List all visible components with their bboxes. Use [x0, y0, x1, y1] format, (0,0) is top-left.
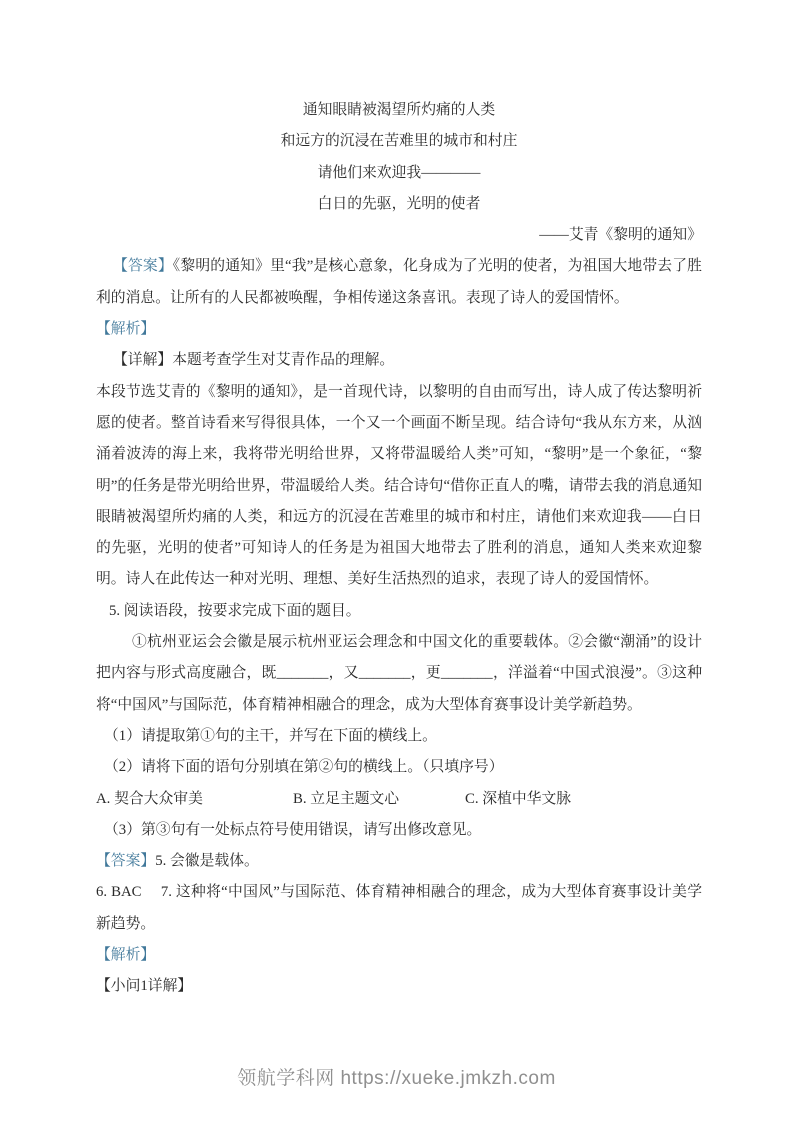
analysis-label: 【解析】	[96, 947, 156, 964]
poem-line: 请他们来欢迎我————	[317, 164, 481, 181]
poem-line: 和远方的沉浸在苦难里的城市和村庄	[280, 133, 518, 150]
document-content	[96, 95, 702, 1003]
detail-text-q4: 本题考查学生对艾青作品的理解。	[172, 352, 395, 369]
answer-label: 【答案】	[113, 258, 173, 275]
detail-paragraph-q4	[96, 345, 702, 376]
option-c: C. 深植中华文脉	[465, 790, 572, 807]
analysis-heading	[96, 314, 702, 345]
sub-question-3: （3）第③句有一处标点符号使用错误，请写出修改意见。	[104, 821, 482, 838]
subquestion-1-detail-heading: 【小问1详解】	[96, 978, 193, 995]
answer-label: 【答案】	[96, 853, 156, 870]
option-b: B. 立足主题文心	[293, 790, 400, 807]
answer-paragraph-q5	[96, 846, 702, 877]
watermark: 领航学科网 https://xueke.jmkzh.com	[237, 1068, 556, 1089]
sub-question-1: （1）请提取第①句的主干，并写在下面的横线上。	[104, 727, 437, 744]
options-row	[96, 784, 702, 815]
question-5-passage: ①杭州亚运会会徽是展示杭州亚运会理念和中国文化的重要载体。②会徽“潮涌”的设计把内容与形式高度融合，既_______，又_______，更_______，洋溢着“中国式浪漫”。③这种将“中国风”与国际范，体育精神相融合的理念，成为大型体育赛事设计美学新趋势。	[96, 634, 702, 713]
poem-attribution: ——艾青《黎明的通知》	[539, 227, 702, 244]
analysis-label: 【解析】	[96, 321, 156, 338]
sub-question-2: （2）请将下面的语句分别填在第②句的横线上。（只填序号）	[104, 759, 504, 776]
poem-line: 通知眼睛被渴望所灼痛的人类	[302, 102, 496, 118]
answer-text-q5: 5. 会徽是载体。	[155, 853, 259, 870]
poem-line: 白日的先驱，光明的使者	[317, 195, 481, 212]
detail-label: 【详解】	[113, 352, 173, 369]
answer-paragraph-q4	[96, 251, 702, 314]
answer-paragraph-q6-q7: 6. BAC 7. 这种将“中国风”与国际范、体育精神相融合的理念，成为大型体育赛事设计美学新趋势。	[96, 884, 702, 932]
answer-text-q4: 《黎明的通知》里“我”是核心意象，化身成为了光明的使者，为祖国大地带去了胜利的消息。让所有的人民都被唤醒，争相传递这条喜讯。表现了诗人的爱国情怀。	[96, 258, 702, 306]
explanation-paragraph-q4: 本段节选艾青的《黎明的通知》，是一首现代诗，以黎明的自由而写出，诗人成了传达黎明祈愿的使者。整首诗看来写得很具体，一个又一个画面不断呈现。结合诗句“我从东方来，从汹涌着波涛的海上来，我将带光明给世界，又将带温暖给人类”可知，“黎明”是一个象征，“黎明”的任务是带光明给世界，带温暖给人类。结合诗句“借你正直人的嘴，请带去我的消息通知眼睛被渴望所灼痛的人类，和远方的沉浸在苦难里的城市和村庄，请他们来欢迎我——白日的先驱，光明的使者”可知诗人的任务是为祖国大地带去了胜利的消息，通知人类来欢迎黎明。诗人在此传达一种对光明、理想、美好生活热烈的追求，表现了诗人的爱国情怀。	[96, 383, 702, 588]
question-5-stem: 5. 阅读语段，按要求完成下面的题目。	[109, 602, 361, 619]
analysis-heading	[96, 940, 702, 971]
option-a: A. 契合大众审美	[96, 790, 203, 807]
